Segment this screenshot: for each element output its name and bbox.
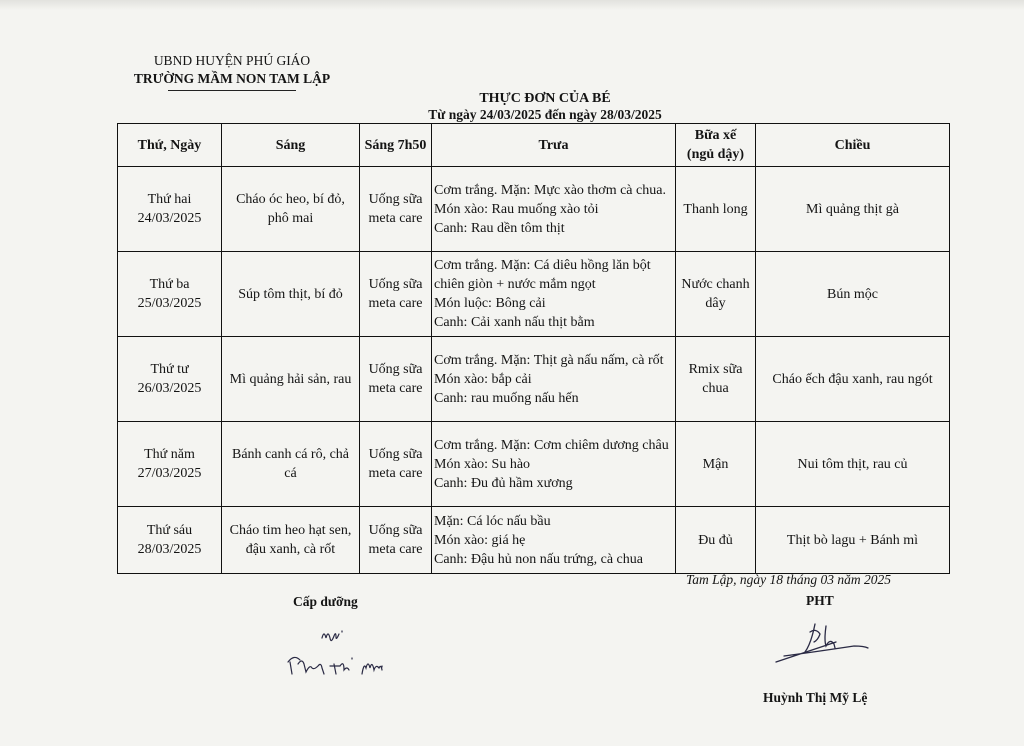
header-underline: [168, 90, 296, 91]
col-header-snack: [676, 124, 756, 167]
col-header-morning: Sáng: [222, 124, 360, 167]
lunch-line: Cơm trắng. Mặn: Thịt gà nấu nấm, cà rốt: [434, 352, 664, 368]
lunch-cell: [432, 252, 676, 337]
snack-cell: Nước chanh dây: [676, 252, 756, 337]
day-cell: [118, 422, 222, 507]
scan-edge: [0, 0, 1024, 10]
lunch-line: Món xào: Su hào: [434, 456, 531, 472]
col-header-snack-label: Bữa xế (ngủ dậy): [686, 128, 745, 162]
lunch-cell: [432, 422, 676, 507]
table-header-row: [118, 124, 950, 167]
col-header-afternoon: Chiều: [756, 124, 950, 167]
day-date: 26/03/2025: [137, 381, 202, 396]
table-row: [118, 252, 950, 337]
table-row: [118, 507, 950, 574]
day-cell: [118, 252, 222, 337]
vice-principal-name: Huỳnh Thị Mỹ Lệ: [763, 690, 868, 705]
day-cell: [118, 337, 222, 422]
lunch-line: Cơm trắng. Mặn: Cá diêu hồng lăn bột chiên giòn + nước mắm ngọt: [434, 258, 651, 292]
place-date: Tam Lập, ngày 18 tháng 03 năm 2025: [686, 572, 892, 587]
lunch-line: Cơm trắng. Mặn: Mực xào thơm cà chua.: [434, 182, 666, 198]
snack-cell: Đu đủ: [676, 507, 756, 574]
cook-signature: [272, 618, 402, 692]
lunch-line: Món luộc: Bông cải: [434, 296, 546, 311]
afternoon-cell: Thịt bò lagu + Bánh mì: [756, 507, 950, 574]
morning-750-cell: Uống sữa meta care: [360, 167, 432, 252]
day-name: Thứ ba: [149, 277, 190, 292]
col-header-lunch: Trưa: [432, 124, 676, 167]
table-row: [118, 422, 950, 507]
day-date: 28/03/2025: [137, 542, 202, 557]
day-name: Thứ sáu: [146, 523, 193, 538]
afternoon-cell: Bún mộc: [756, 252, 950, 337]
document-title: [300, 90, 790, 123]
day-cell: [118, 167, 222, 252]
vice-principal-role: PHT: [806, 593, 834, 608]
day-date: 27/03/2025: [137, 466, 202, 481]
weekly-menu-table: [117, 123, 950, 574]
snack-cell: Thanh long: [676, 167, 756, 252]
lunch-line: Canh: Rau dền tôm thịt: [434, 220, 565, 236]
lunch-cell: [432, 507, 676, 574]
lunch-line: Món xào: bắp cải: [434, 371, 532, 387]
morning-cell: Bánh canh cá rô, chả cá: [222, 422, 360, 507]
morning-750-cell: Uống sữa meta care: [360, 337, 432, 422]
morning-cell: Mì quảng hải sản, rau: [222, 337, 360, 422]
date-range: Từ ngày 24/03/2025 đến ngày 28/03/2025: [428, 107, 662, 122]
afternoon-cell: Nui tôm thịt, rau củ: [756, 422, 950, 507]
morning-cell: Cháo tim heo hạt sen, đậu xanh, cà rốt: [222, 507, 360, 574]
snack-cell: Mận: [676, 422, 756, 507]
school-name: TRƯỜNG MẦM NON TAM LẬP: [133, 71, 331, 86]
afternoon-cell: Mì quảng thịt gà: [756, 167, 950, 252]
morning-750-cell: Uống sữa meta care: [360, 507, 432, 574]
day-date: 24/03/2025: [137, 211, 202, 226]
afternoon-cell: Cháo ếch đậu xanh, rau ngót: [756, 337, 950, 422]
lunch-line: Canh: rau muống nấu hến: [434, 390, 579, 406]
morning-cell: Cháo óc heo, bí đỏ, phô mai: [222, 167, 360, 252]
col-header-day: Thứ, Ngày: [118, 124, 222, 167]
lunch-line: Món xào: giá hẹ: [434, 532, 526, 548]
morning-750-cell: Uống sữa meta care: [360, 422, 432, 507]
lunch-line: Cơm trắng. Mặn: Cơm chiêm dương châu: [434, 437, 669, 453]
morning-750-cell: Uống sữa meta care: [360, 252, 432, 337]
day-name: Thứ tư: [150, 362, 189, 377]
day-name: Thứ năm: [144, 447, 195, 462]
lunch-cell: [432, 337, 676, 422]
lunch-line: Canh: Đậu hủ non nấu trứng, cà chua: [434, 551, 643, 567]
lunch-line: Canh: Cải xanh nấu thịt bằm: [434, 315, 595, 330]
lunch-line: Mặn: Cá lóc nấu bầu: [434, 513, 551, 529]
lunch-cell: [432, 167, 676, 252]
day-cell: [118, 507, 222, 574]
snack-cell: Rmix sữa chua: [676, 337, 756, 422]
col-header-morning-750: Sáng 7h50: [360, 124, 432, 167]
cook-role: Cấp dưỡng: [293, 594, 358, 609]
table-row: [118, 167, 950, 252]
menu-title: THỰC ĐƠN CỦA BÉ: [479, 91, 611, 106]
table-row: [118, 337, 950, 422]
morning-cell: Súp tôm thịt, bí đỏ: [222, 252, 360, 337]
lunch-line: Canh: Đu đủ hầm xương: [434, 475, 573, 491]
vice-principal-signature: [770, 612, 880, 678]
day-date: 25/03/2025: [137, 296, 202, 311]
lunch-line: Món xào: Rau muống xào tỏi: [434, 201, 599, 217]
day-name: Thứ hai: [147, 192, 192, 207]
org-header: [112, 52, 352, 91]
authority-name: UBND HUYỆN PHÚ GIÁO: [153, 53, 311, 68]
